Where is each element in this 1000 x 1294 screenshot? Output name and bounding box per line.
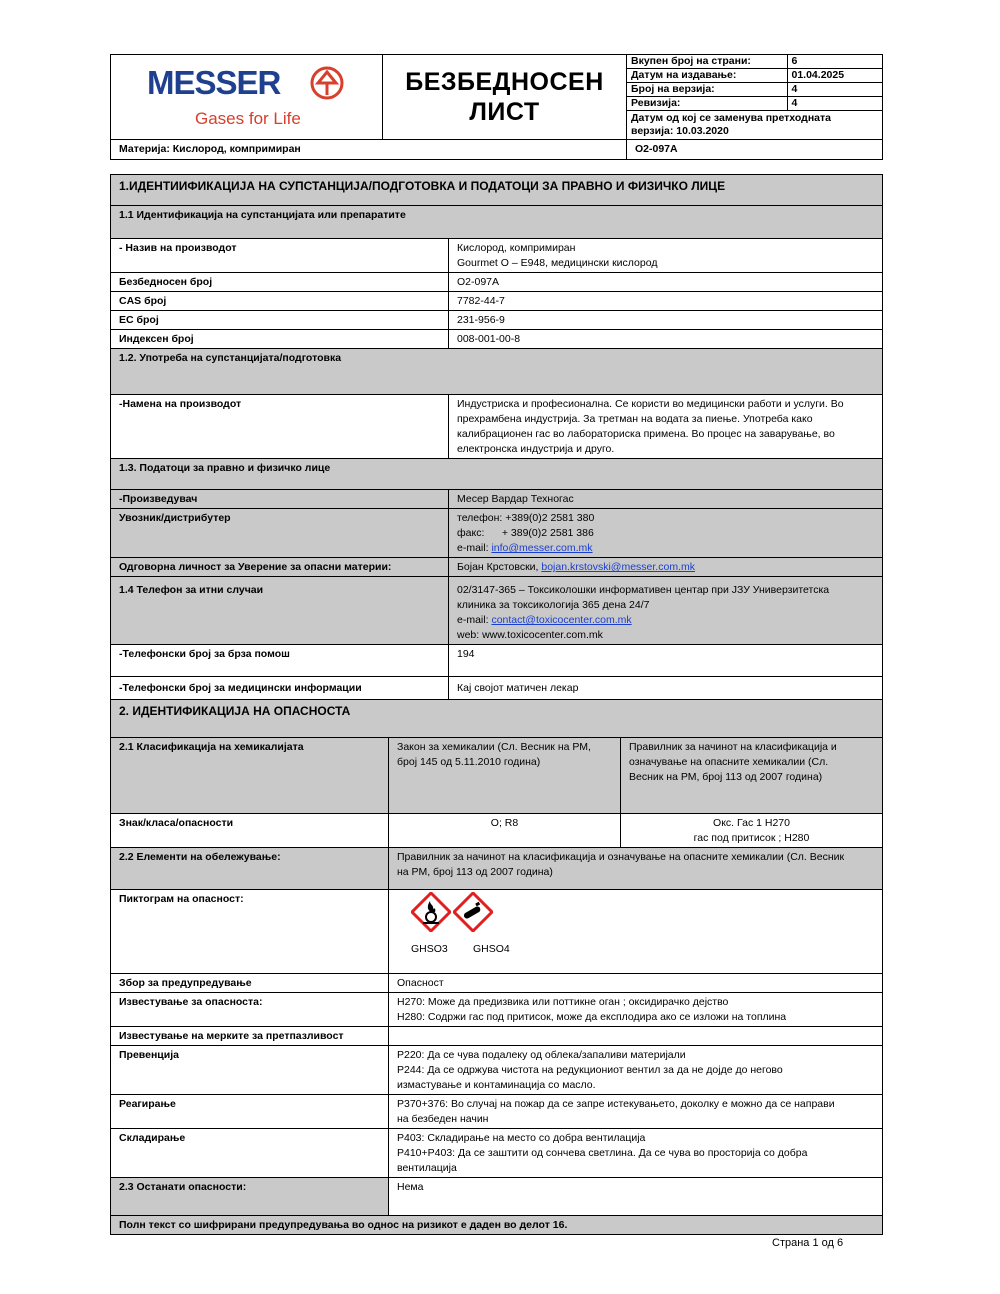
sign-old-value: O; R8 bbox=[389, 814, 621, 848]
subsection-1-1: 1.1 Идентификација на супстанцијата или препаратите bbox=[111, 206, 883, 239]
storage-line: P410+P403: Да се заштити од сончева светлина. Да се чува во просторија со добра bbox=[397, 1147, 808, 1159]
prevention-line: измастување и контаминација со масло. bbox=[397, 1079, 596, 1091]
precaution-label: Известување на мерките за претпазливост bbox=[111, 1027, 389, 1046]
emergency-line: 02/3147-365 – Токсиколошки информативен центар при ЈЗУ Универзитетска bbox=[457, 584, 830, 596]
cas-label: CAS број bbox=[111, 292, 449, 311]
email-prefix: e-mail: bbox=[457, 542, 492, 554]
pictogram-label: Пиктограм на опасност: bbox=[111, 890, 389, 974]
rule-line: Весник на РМ, број 113 од 2007 година) bbox=[629, 771, 823, 783]
product-name-label: - Назив на производот bbox=[111, 239, 449, 273]
sign-new-line: Окс. Гас 1 H270 bbox=[713, 817, 790, 829]
document-title-line1: БЕЗБЕДНОСЕН bbox=[405, 68, 604, 96]
section-2 bbox=[110, 699, 882, 1235]
prevention-line: P220: Да се чува подалеку од облека/запаливи материјали bbox=[397, 1049, 686, 1061]
meta-value: 6 bbox=[787, 55, 882, 69]
emergency-email-link[interactable]: contact@toxicocenter.com.mk bbox=[491, 614, 632, 626]
index-value: 008-001-00-8 bbox=[449, 330, 883, 349]
purpose-line: калибрационен гас во лабораториска примена. Во процес на заварување, во bbox=[457, 428, 835, 440]
producer-value: Месер Вардар Техногас bbox=[449, 490, 883, 509]
email-link[interactable]: info@messer.com.mk bbox=[491, 542, 593, 554]
prevention-label: Превенција bbox=[111, 1046, 389, 1095]
safety-no-label: Безбедносен број bbox=[111, 273, 449, 292]
law-reference bbox=[389, 738, 621, 814]
messer-logo bbox=[147, 65, 357, 131]
emergency-email-line bbox=[457, 613, 874, 628]
subsection-1-2: 1.2. Употреба на супстанцијата/подготовка bbox=[111, 349, 883, 395]
importer-value bbox=[449, 509, 883, 558]
meta-label: Ревизија: bbox=[627, 97, 787, 111]
medical-value: Кај својот матичен лекар bbox=[449, 677, 883, 709]
purpose-value bbox=[449, 395, 883, 459]
purpose-label: -Намена на производот bbox=[111, 395, 449, 459]
first-aid-label: -Телефонски број за брза помош bbox=[111, 645, 449, 677]
flame-over-circle-icon bbox=[411, 892, 451, 932]
emergency-label: 1.4 Телефон за итни случаи bbox=[111, 577, 449, 645]
ec-value: 231-956-9 bbox=[449, 311, 883, 330]
section-1-title: 1.ИДЕНТИИФИКАЦИЈА НА СУПСТАНЦИЈА/ПОДГОТОВКА И ПОДАТОЦИ ЗА ПРАВНО И ФИЗИЧКО ЛИЦЕ bbox=[111, 175, 883, 206]
prevention-line: P244: Да се одржува чистота на редукциониот вентил за да не дојде до негово bbox=[397, 1064, 783, 1076]
logo-tagline: Gases for Life bbox=[195, 109, 301, 128]
response-line: P370+376: Во случај на пожар да се запре истекувањето, доколку е можно да се направи bbox=[397, 1098, 835, 1110]
hazard-line: H270: Може да предизвика или поттикне оган ; оксидирачко дејство bbox=[397, 996, 729, 1008]
elements-label: 2.2 Елементи на обележување: bbox=[111, 848, 389, 890]
index-label: Индексен број bbox=[111, 330, 449, 349]
law-line: број 145 од 5.11.2010 година) bbox=[397, 756, 541, 768]
pictogram-code-ghs04: GHSO4 bbox=[473, 943, 510, 955]
safety-no-value: O2-097A bbox=[449, 273, 883, 292]
page-number: Страна 1 од 6 bbox=[772, 1237, 844, 1249]
prevention-value bbox=[389, 1046, 883, 1095]
signal-value: Опасност bbox=[389, 974, 883, 993]
hazard-value bbox=[389, 993, 883, 1027]
ec-label: EC број bbox=[111, 311, 449, 330]
precaution-value bbox=[389, 1027, 883, 1046]
product-name-line: Gourmet O – E948, медицински кислород bbox=[457, 257, 658, 269]
section-1 bbox=[110, 174, 882, 709]
meta-cell bbox=[627, 55, 883, 140]
fax-line: факс: + 389(0)2 2581 386 bbox=[457, 527, 594, 539]
full-text-note: Полн текст со шифрирани предупредувања во однос на ризикот е даден во делот 16. bbox=[111, 1216, 883, 1235]
cas-value: 7782-44-7 bbox=[449, 292, 883, 311]
meta-label: Број на верзија: bbox=[627, 83, 787, 97]
emergency-value bbox=[449, 577, 883, 645]
product-name-value bbox=[449, 239, 883, 273]
hazard-line: H280: Содржи гас под притисок, може да експлодира ако се изложи на топлина bbox=[397, 1011, 787, 1023]
producer-label: -Произведувач bbox=[111, 490, 449, 509]
hazard-label: Известување за опасноста: bbox=[111, 993, 389, 1027]
law-line: Закон за хемикалии (Сл. Весник на РМ, bbox=[397, 741, 591, 753]
sign-new-line: гас под притисок ; H280 bbox=[693, 832, 810, 844]
purpose-line: Индустриска и професионална. Се користи во медицински работи и услуги. Во bbox=[457, 398, 844, 410]
replaced-note bbox=[627, 111, 882, 140]
other-hazards-value: Нема bbox=[389, 1178, 883, 1216]
pictogram-cell bbox=[389, 890, 883, 974]
first-aid-value: 194 bbox=[449, 645, 883, 677]
classification-label: 2.1 Класификација на хемикалијата bbox=[111, 738, 389, 814]
meta-value: 01.04.2025 bbox=[787, 69, 882, 83]
emergency-line: клиника за токсикологија 365 дена 24/7 bbox=[457, 599, 650, 611]
purpose-line: електронска индустрија и друго. bbox=[457, 443, 615, 455]
meta-label: Вкупен број на страни: bbox=[627, 55, 787, 69]
section-2-title: 2. ИДЕНТИФИКАЦИЈА НА ОПАСНОСТА bbox=[111, 700, 883, 738]
replaced-note-line: Датум од кој се заменува претходната bbox=[631, 112, 831, 124]
meta-value: 4 bbox=[787, 97, 882, 111]
response-value bbox=[389, 1095, 883, 1129]
sign-label: Знак/класа/опасности bbox=[111, 814, 389, 848]
phone-line: телефон: +389(0)2 2581 380 bbox=[457, 512, 595, 524]
sign-new-value bbox=[621, 814, 883, 848]
material-code: O2-097A bbox=[627, 140, 883, 160]
purpose-line: прехрамбена индустрија. За третман на водата за пиење. Употреба како bbox=[457, 413, 813, 425]
rule-line: Правилник за начинот на класификација и bbox=[629, 741, 837, 753]
product-name-line: Кислород, компримиран bbox=[457, 242, 576, 254]
storage-line: P403: Складирање на место со добра вентилација bbox=[397, 1132, 646, 1144]
elements-line: на РМ, број 113 од 2007 година) bbox=[397, 866, 553, 878]
elements-value bbox=[389, 848, 883, 890]
meta-label: Датум на издавање: bbox=[627, 69, 787, 83]
pictogram-code-ghs03: GHSO3 bbox=[411, 943, 448, 955]
other-hazards-label: 2.3 Останати опасности: bbox=[111, 1178, 389, 1216]
document-header bbox=[110, 54, 882, 160]
replaced-note-line: верзија: 10.03.2020 bbox=[631, 125, 729, 137]
rule-line: означување на опасните хемикалии (Сл. bbox=[629, 756, 829, 768]
responsible-email-link[interactable]: bojan.krstovski@messer.com.mk bbox=[541, 561, 695, 573]
document-title-line2: ЛИСТ bbox=[469, 98, 540, 126]
emergency-web-line: web: www.toxicocenter.com.mk bbox=[457, 629, 603, 641]
responsible-label: Одговорна личност за Уверение за опасни материи: bbox=[111, 558, 449, 577]
emergency-email-prefix: e-mail: bbox=[457, 614, 492, 626]
storage-value bbox=[389, 1129, 883, 1178]
gas-cylinder-icon bbox=[453, 892, 493, 932]
responsible-value bbox=[449, 558, 883, 577]
rule-reference bbox=[621, 738, 883, 814]
importer-label: Увозник/дистрибутер bbox=[111, 509, 449, 558]
meta-table bbox=[627, 55, 882, 139]
logo-text: MESSER bbox=[147, 64, 281, 101]
logo-cell bbox=[111, 55, 383, 140]
response-line: на безбеден начин bbox=[397, 1113, 489, 1125]
email-line bbox=[457, 541, 874, 556]
response-label: Реагирање bbox=[111, 1095, 389, 1129]
signal-label: Збор за предупредување bbox=[111, 974, 389, 993]
meta-value: 4 bbox=[787, 83, 882, 97]
storage-line: вентилација bbox=[397, 1162, 457, 1174]
storage-label: Складирање bbox=[111, 1129, 389, 1178]
medical-label: -Телефонски број за медицински информации bbox=[111, 677, 449, 709]
material-name: Материја: Кислород, компримиран bbox=[111, 140, 627, 160]
elements-line: Правилник за начинот на класификација и означување на опасните хемикалии (Сл. Весник bbox=[397, 851, 845, 863]
subsection-1-3: 1.3. Податоци за правно и физичко лице bbox=[111, 459, 883, 490]
messer-emblem-icon bbox=[309, 65, 345, 101]
responsible-name: Бојан Крстовски, bbox=[457, 561, 542, 573]
title-cell bbox=[383, 55, 627, 140]
